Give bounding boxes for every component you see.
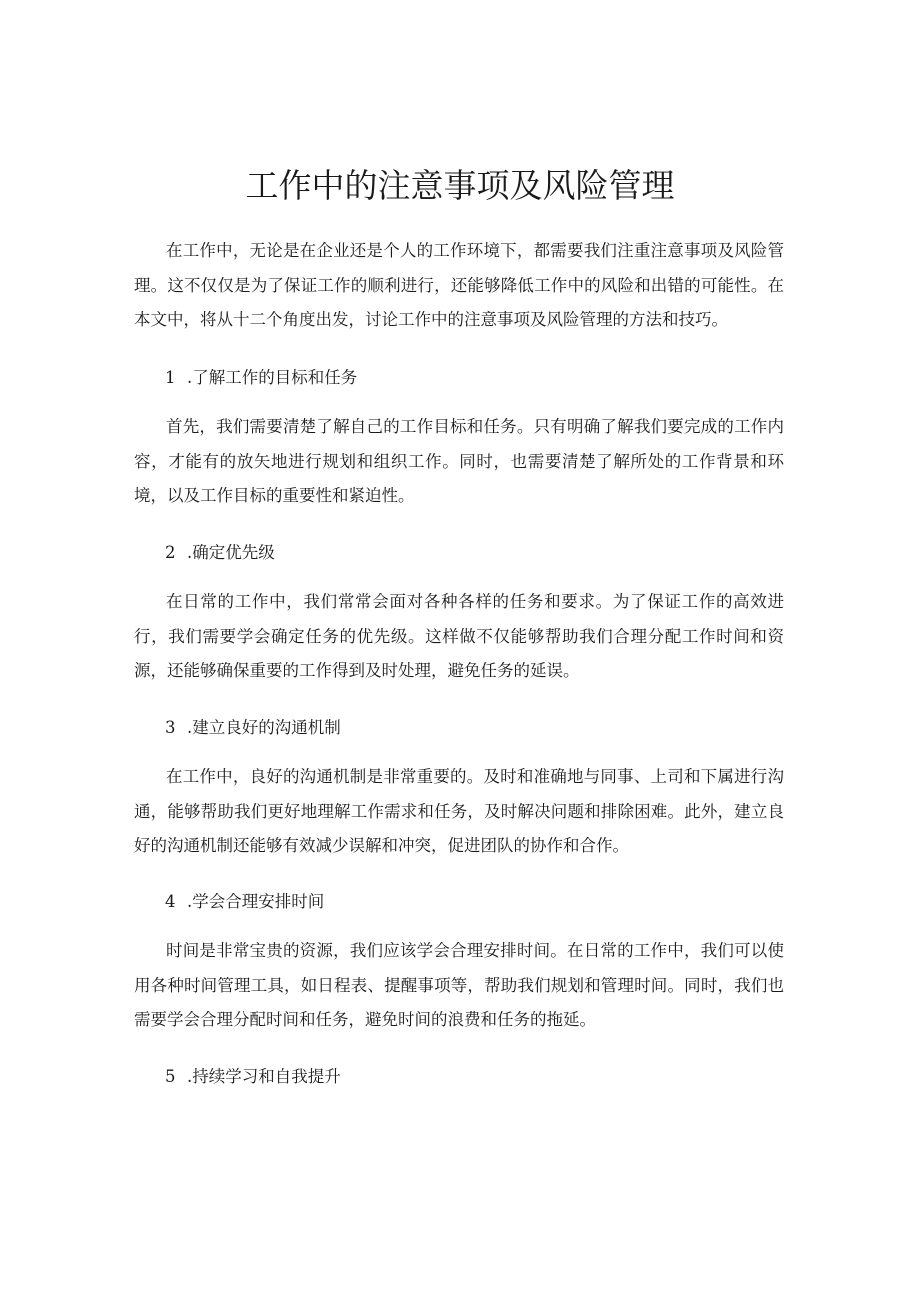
section-2-heading <box>165 536 275 570</box>
section-2-title: .确定优先级 <box>187 543 275 562</box>
section-1-number: 1 <box>165 368 176 387</box>
section-3-heading <box>165 711 341 745</box>
section-5-number: 5 <box>165 1067 176 1086</box>
section-1-heading <box>165 361 357 395</box>
section-1-body: 首先，我们需要清楚了解自己的工作目标和任务。只有明确了解我们要完成的工作内容，才能有的放矢地进行规划和组织工作。同时，也需要清楚了解所处的工作背景和环境，以及工作目标的重要性和紧迫性。 <box>134 417 784 505</box>
section-4-heading <box>165 885 324 919</box>
section-1-title: .了解工作的目标和任务 <box>187 368 358 387</box>
section-4-number: 4 <box>165 892 176 911</box>
section-4-body: 时间是非常宝贵的资源，我们应该学会合理安排时间。在日常的工作中，我们可以使用各种时间管理工具，如日程表、提醒事项等，帮助我们规划和管理时间。同时，我们也需要学会合理分配时间和任务，避免时间的浪费和任务的拖延。 <box>134 941 784 1029</box>
section-3-title: .建立良好的沟通机制 <box>187 718 341 737</box>
section-2-body: 在日常的工作中，我们常常会面对各种各样的任务和要求。为了保证工作的高效进行，我们需要学会确定任务的优先级。这样做不仅能够帮助我们合理分配工作时间和资源，还能够确保重要的工作得到及时处理，避免任务的延误。 <box>134 592 784 680</box>
section-2-number: 2 <box>165 543 176 562</box>
section-3-number: 3 <box>165 718 176 737</box>
document-title: 工作中的注意事项及风险管理 <box>245 166 675 205</box>
section-5-title: .持续学习和自我提升 <box>187 1067 341 1086</box>
section-3-body: 在工作中，良好的沟通机制是非常重要的。及时和准确地与同事、上司和下属进行沟通，能够帮助我们更好地理解工作需求和任务，及时解决问题和排除困难。此外，建立良好的沟通机制还能够有效减少误解和冲突，促进团队的协作和合作。 <box>134 767 784 855</box>
intro-paragraph: 在工作中，无论是在企业还是个人的工作环境下，都需要我们注重注意事项及风险管理。这不仅仅是为了保证工作的顺利进行，还能够降低工作中的风险和出错的可能性。在本文中，将从十二个角度出发，讨论工作中的注意事项及风险管理的方法和技巧。 <box>134 241 784 329</box>
section-4-title: .学会合理安排时间 <box>187 892 325 911</box>
section-5-heading <box>165 1060 341 1094</box>
